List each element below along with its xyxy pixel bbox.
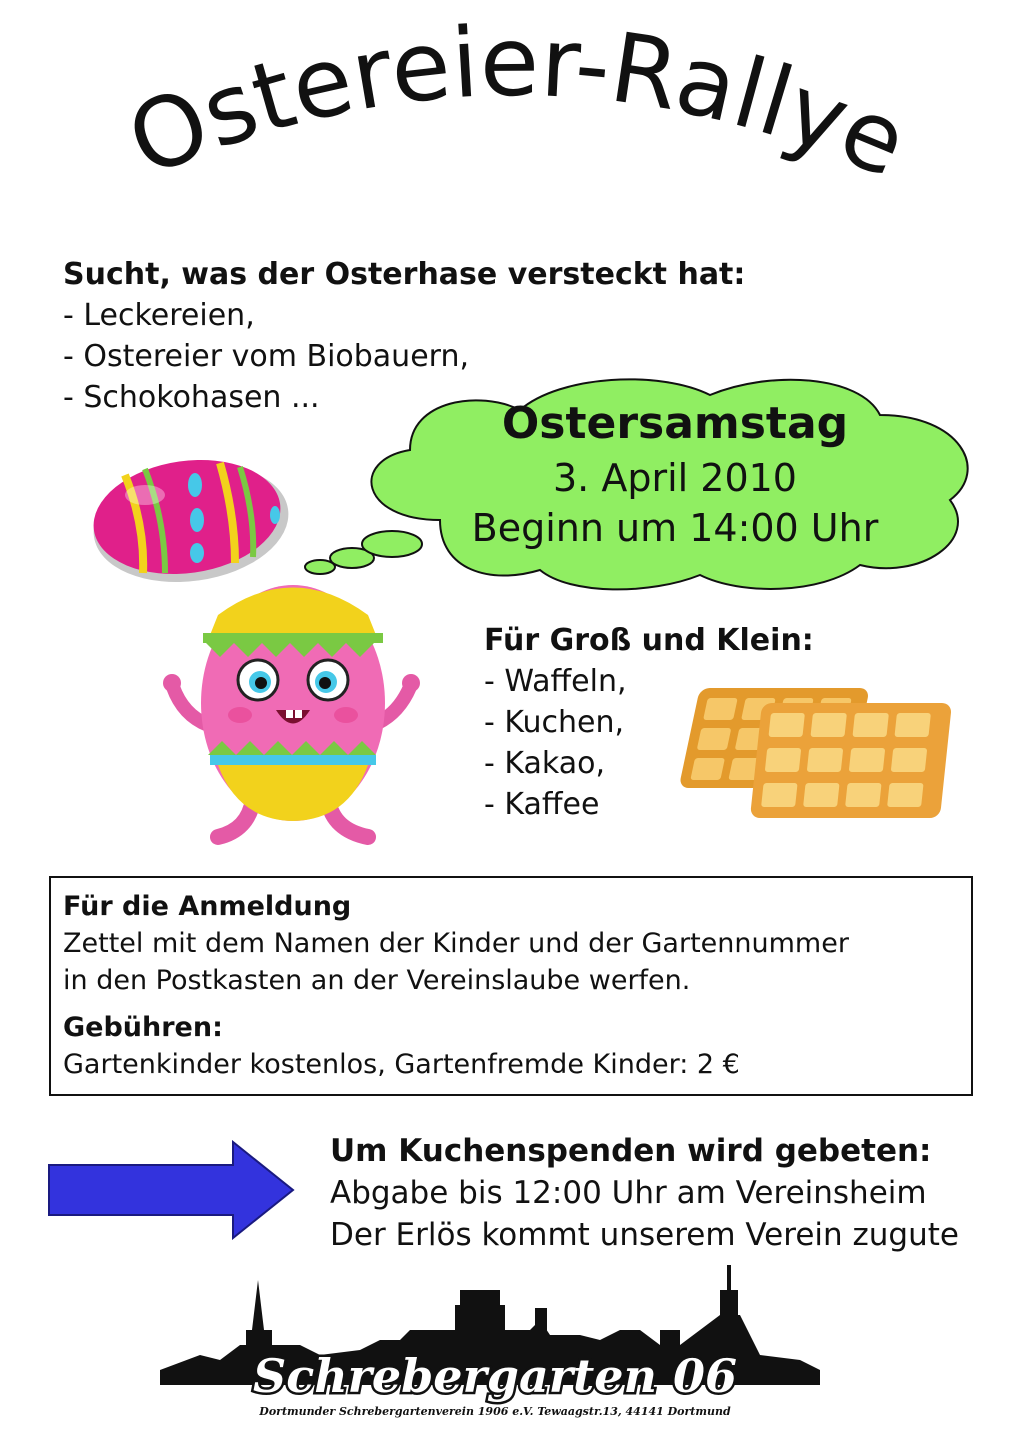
svg-text:Ostereier-Rallye — [113, 6, 922, 199]
fees-heading: Gebühren: — [63, 1012, 223, 1043]
food-item: - Waffeln, — [484, 664, 627, 699]
food-item: - Kuchen, — [484, 705, 625, 740]
food-heading: Für Groß und Klein: — [484, 623, 814, 658]
skyline-icon — [160, 1260, 830, 1420]
arrow-right-icon — [47, 1140, 297, 1240]
registration-heading: Für die Anmeldung — [63, 891, 352, 922]
fees-text: Gartenkinder kostenlos, Gartenfremde Kinder: 2 € — [63, 1049, 740, 1080]
food-item: - Kaffee — [484, 787, 600, 822]
logo-name: Schrebergarten 06 — [252, 1349, 738, 1403]
intro-item: - Leckereien, — [63, 298, 255, 333]
page-title: Ostereier-Rallye — [112, 5, 922, 200]
event-start: Beginn um 14:00 Uhr — [471, 506, 879, 550]
egg-character-icon — [158, 575, 428, 847]
registration-line: in den Postkasten an der Vereinslaube werfen. — [63, 965, 691, 996]
easter-egg-icon — [85, 445, 295, 590]
food-item: - Kakao, — [484, 746, 606, 781]
intro-heading: Sucht, was der Osterhase versteckt hat: — [63, 257, 746, 292]
registration-content — [63, 888, 849, 1083]
donation-section — [330, 1130, 959, 1256]
donation-heading: Um Kuchenspenden wird gebeten: — [330, 1133, 932, 1169]
waffle-icon — [672, 658, 977, 828]
registration-line: Zettel mit dem Namen der Kinder und der Gartennummer — [63, 928, 849, 959]
title-arc — [0, 0, 1024, 260]
event-date: 3. April 2010 — [553, 456, 797, 500]
donation-line: Der Erlös kommt unserem Verein zugute — [330, 1217, 959, 1253]
intro-item: - Ostereier vom Biobauern, — [63, 339, 470, 374]
logo-subline: Dortmunder Schrebergartenverein 1906 e.V. Tewaagstr.13, 44141 Dortmund — [259, 1405, 731, 1418]
club-logo — [160, 1260, 830, 1424]
intro-item: - Schokohasen ... — [63, 380, 320, 415]
event-info — [420, 395, 930, 553]
donation-line: Abgabe bis 12:00 Uhr am Vereinsheim — [330, 1175, 927, 1211]
event-name: Ostersamstag — [501, 398, 849, 449]
